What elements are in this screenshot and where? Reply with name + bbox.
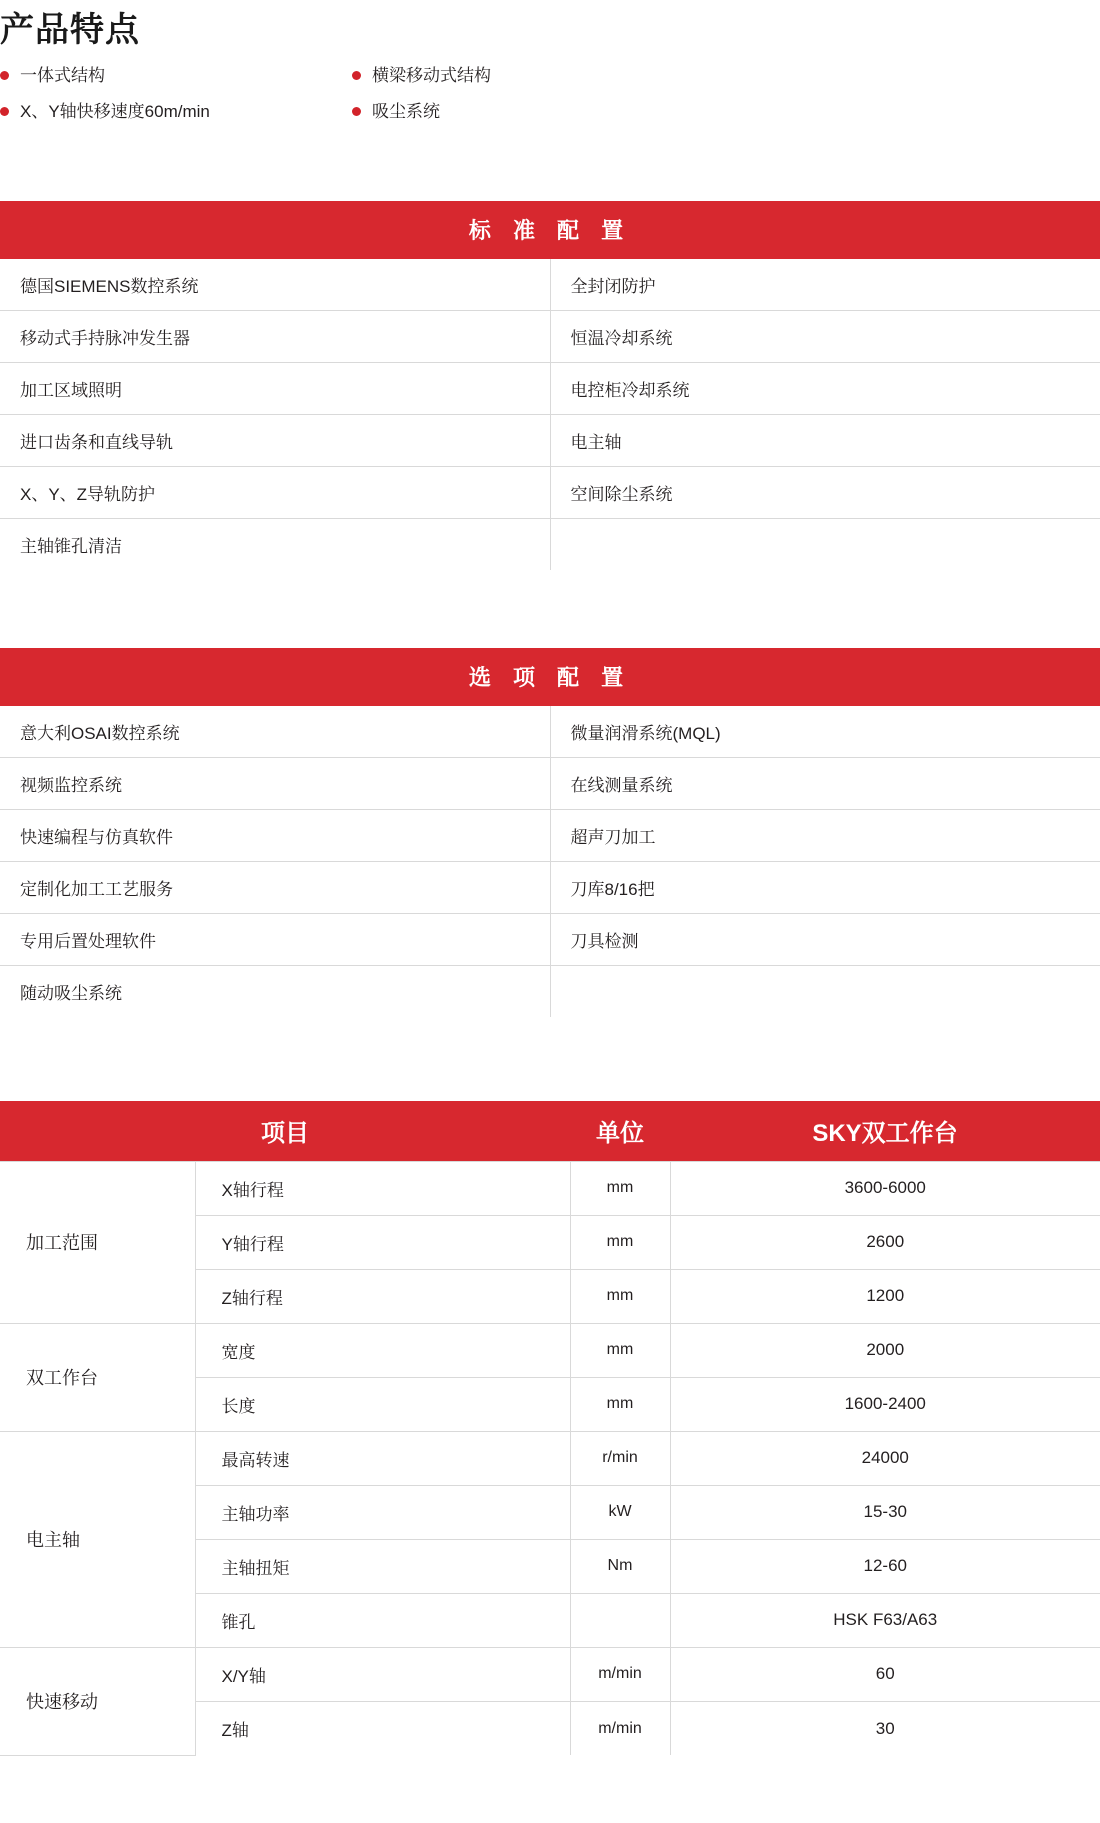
feature-label: 吸尘系统 — [372, 101, 440, 121]
spec-item-value: 3600-6000 — [670, 1161, 1100, 1215]
config-cell: 视频监控系统 — [0, 757, 550, 809]
spec-item-value: 1600-2400 — [670, 1377, 1100, 1431]
optional-config-title: 选 项 配 置 — [0, 648, 1100, 706]
config-cell: 电主轴 — [550, 414, 1100, 466]
table-row — [0, 259, 1100, 311]
spec-item-label: Z轴 — [195, 1701, 570, 1755]
config-cell — [550, 965, 1100, 1017]
spec-item-label: 锥孔 — [195, 1593, 570, 1647]
config-cell: 德国SIEMENS数控系统 — [0, 259, 550, 311]
table-row — [0, 757, 1100, 809]
config-cell: 移动式手持脉冲发生器 — [0, 310, 550, 362]
spec-group-label: 快速移动 — [0, 1647, 195, 1755]
list-item — [0, 65, 352, 87]
standard-config-title: 标 准 配 置 — [0, 201, 1100, 259]
bullet-icon — [352, 71, 361, 80]
spacer — [0, 1017, 1100, 1101]
config-cell: X、Y、Z导轨防护 — [0, 466, 550, 518]
config-cell: 电控柜冷却系统 — [550, 362, 1100, 414]
spec-item-unit: mm — [570, 1215, 670, 1269]
config-cell: 快速编程与仿真软件 — [0, 809, 550, 861]
list-item — [352, 101, 700, 123]
table-row — [0, 414, 1100, 466]
spec-item-unit — [570, 1593, 670, 1647]
spec-item-unit: mm — [570, 1323, 670, 1377]
spec-group-label: 加工范围 — [0, 1161, 195, 1323]
spec-item-label: 最高转速 — [195, 1431, 570, 1485]
table-header-row — [0, 1101, 1100, 1162]
spacer — [0, 123, 1100, 201]
table-row — [0, 1647, 1100, 1701]
table-row — [0, 310, 1100, 362]
spec-item-value: 12-60 — [670, 1539, 1100, 1593]
specification-table — [0, 1101, 1100, 1756]
spec-item-label: X轴行程 — [195, 1161, 570, 1215]
feature-label: 一体式结构 — [20, 65, 105, 85]
spec-group-label: 电主轴 — [0, 1431, 195, 1647]
spec-item-unit: mm — [570, 1377, 670, 1431]
spec-item-label: 主轴功率 — [195, 1485, 570, 1539]
table-row — [0, 965, 1100, 1017]
table-row — [0, 913, 1100, 965]
bullet-icon — [0, 71, 9, 80]
spec-item-value: 24000 — [670, 1431, 1100, 1485]
config-cell: 微量润滑系统(MQL) — [550, 706, 1100, 758]
config-cell: 随动吸尘系统 — [0, 965, 550, 1017]
spec-group-label: 双工作台 — [0, 1323, 195, 1431]
spec-item-value: 30 — [670, 1701, 1100, 1755]
table-row — [0, 466, 1100, 518]
config-cell: 定制化加工工艺服务 — [0, 861, 550, 913]
table-row — [0, 706, 1100, 758]
spec-item-unit: r/min — [570, 1431, 670, 1485]
features-list — [0, 65, 700, 123]
page-title: 产品特点 — [0, 11, 140, 49]
spacer — [0, 570, 1100, 648]
config-cell: 专用后置处理软件 — [0, 913, 550, 965]
config-cell — [550, 518, 1100, 570]
optional-config-table — [0, 648, 1100, 1017]
spec-item-label: X/Y轴 — [195, 1647, 570, 1701]
product-features-section — [0, 0, 1100, 123]
table-header-row — [0, 648, 1100, 706]
feature-label: 横梁移动式结构 — [372, 65, 491, 85]
config-cell: 全封闭防护 — [550, 259, 1100, 311]
config-cell: 超声刀加工 — [550, 809, 1100, 861]
feature-label: X、Y轴快移速度60m/min — [20, 101, 210, 121]
spec-item-unit: mm — [570, 1161, 670, 1215]
spec-item-label: Y轴行程 — [195, 1215, 570, 1269]
spec-item-unit: m/min — [570, 1701, 670, 1755]
bullet-icon — [352, 107, 361, 116]
config-cell: 刀具检测 — [550, 913, 1100, 965]
table-row — [0, 1431, 1100, 1485]
config-cell: 意大利OSAI数控系统 — [0, 706, 550, 758]
table-row — [0, 518, 1100, 570]
config-cell: 主轴锥孔清洁 — [0, 518, 550, 570]
spec-item-unit: kW — [570, 1485, 670, 1539]
config-cell: 刀库8/16把 — [550, 861, 1100, 913]
spec-item-unit: Nm — [570, 1539, 670, 1593]
spec-item-value: 1200 — [670, 1269, 1100, 1323]
standard-config-table — [0, 201, 1100, 570]
config-cell: 进口齿条和直线导轨 — [0, 414, 550, 466]
spec-item-label: 主轴扭矩 — [195, 1539, 570, 1593]
table-row — [0, 1161, 1100, 1215]
list-item — [0, 101, 352, 123]
spec-item-unit: m/min — [570, 1647, 670, 1701]
config-cell: 加工区域照明 — [0, 362, 550, 414]
bullet-icon — [0, 107, 9, 116]
spec-item-value: 15-30 — [670, 1485, 1100, 1539]
spec-item-unit: mm — [570, 1269, 670, 1323]
spec-item-label: 宽度 — [195, 1323, 570, 1377]
spec-item-label: Z轴行程 — [195, 1269, 570, 1323]
spec-header-model: SKY双工作台 — [670, 1101, 1100, 1162]
config-cell: 在线测量系统 — [550, 757, 1100, 809]
config-cell: 恒温冷却系统 — [550, 310, 1100, 362]
table-row — [0, 809, 1100, 861]
spec-header-unit: 单位 — [570, 1101, 670, 1162]
list-item — [352, 65, 700, 87]
table-row — [0, 1323, 1100, 1377]
table-row — [0, 362, 1100, 414]
spec-item-value: HSK F63/A63 — [670, 1593, 1100, 1647]
spec-item-label: 长度 — [195, 1377, 570, 1431]
spec-item-value: 60 — [670, 1647, 1100, 1701]
table-header-row — [0, 201, 1100, 259]
spec-item-value: 2600 — [670, 1215, 1100, 1269]
spec-header-item: 项目 — [0, 1101, 570, 1162]
table-row — [0, 861, 1100, 913]
spec-item-value: 2000 — [670, 1323, 1100, 1377]
config-cell: 空间除尘系统 — [550, 466, 1100, 518]
